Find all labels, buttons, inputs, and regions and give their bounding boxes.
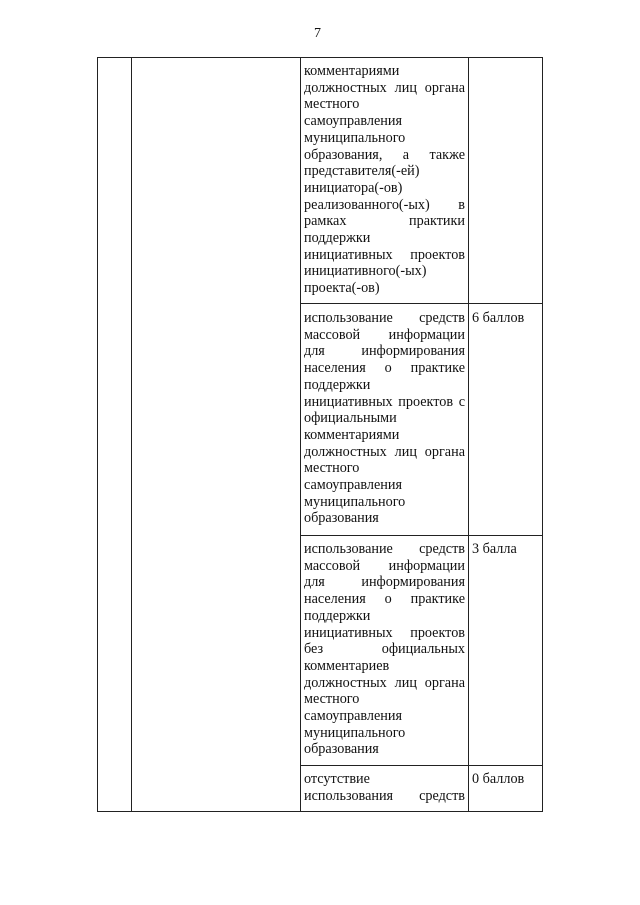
text-line: массовой информации xyxy=(304,557,465,574)
text-line: инициативных проектов xyxy=(304,624,465,641)
text-line: комментариями xyxy=(304,426,400,443)
column-divider xyxy=(131,58,132,811)
criterion-text xyxy=(304,310,465,527)
text-line: муниципального xyxy=(304,493,406,510)
text-line: проекта(-ов) xyxy=(304,280,380,297)
text-line: населения о практике xyxy=(304,360,465,377)
score-value: 3 балла xyxy=(472,541,517,557)
page-number: 7 xyxy=(314,26,321,41)
text-line: рамках практики xyxy=(304,213,465,230)
row-divider xyxy=(301,303,542,304)
text-line: инициативного(-ых) xyxy=(304,263,427,280)
text-line: комментариями xyxy=(304,63,400,79)
text-line: использования средств xyxy=(304,787,465,804)
text-line: инициативных проектов xyxy=(304,246,465,263)
column-divider xyxy=(300,58,301,811)
text-line: инициатора(-ов) xyxy=(304,179,403,196)
text-line: использование средств xyxy=(304,310,465,326)
text-line: поддержки xyxy=(304,376,371,393)
column-divider xyxy=(468,58,469,811)
text-line: самоуправления xyxy=(304,113,402,130)
text-line: для информирования xyxy=(304,343,465,360)
text-line: комментариев xyxy=(304,657,390,674)
text-line: самоуправления xyxy=(304,708,402,725)
text-line: муниципального xyxy=(304,724,406,741)
text-line: официальными xyxy=(304,410,397,427)
text-line: местного xyxy=(304,96,360,113)
text-line: образования xyxy=(304,741,379,758)
text-line: самоуправления xyxy=(304,477,402,494)
text-line: представителя(-ей) xyxy=(304,163,420,180)
row-divider xyxy=(301,765,542,766)
text-line: без официальных xyxy=(304,641,465,658)
text-line: поддержки xyxy=(304,607,371,624)
criterion-text xyxy=(304,541,465,758)
text-line: использование средств xyxy=(304,541,465,557)
criterion-text xyxy=(304,771,465,804)
text-line: образования xyxy=(304,510,379,527)
criterion-text xyxy=(304,63,465,297)
score-value: 0 баллов xyxy=(472,771,525,787)
text-line: должностных лиц органа xyxy=(304,443,465,460)
text-line: должностных лиц органа xyxy=(304,674,465,691)
text-line: массовой информации xyxy=(304,326,465,343)
text-line: отсутствие xyxy=(304,771,370,787)
row-divider xyxy=(301,535,542,536)
text-line: для информирования xyxy=(304,574,465,591)
text-line: местного xyxy=(304,691,360,708)
criteria-table xyxy=(97,57,543,812)
text-line: местного xyxy=(304,460,360,477)
text-line: реализованного(-ых) в xyxy=(304,196,465,213)
text-line: поддержки xyxy=(304,230,371,247)
text-line: должностных лиц органа xyxy=(304,79,465,96)
text-line: населения о практике xyxy=(304,591,465,608)
score-value: 6 баллов xyxy=(472,310,525,326)
text-line: инициативных проектов с xyxy=(304,393,465,410)
text-line: образования, а также xyxy=(304,146,465,163)
text-line: муниципального xyxy=(304,129,406,146)
